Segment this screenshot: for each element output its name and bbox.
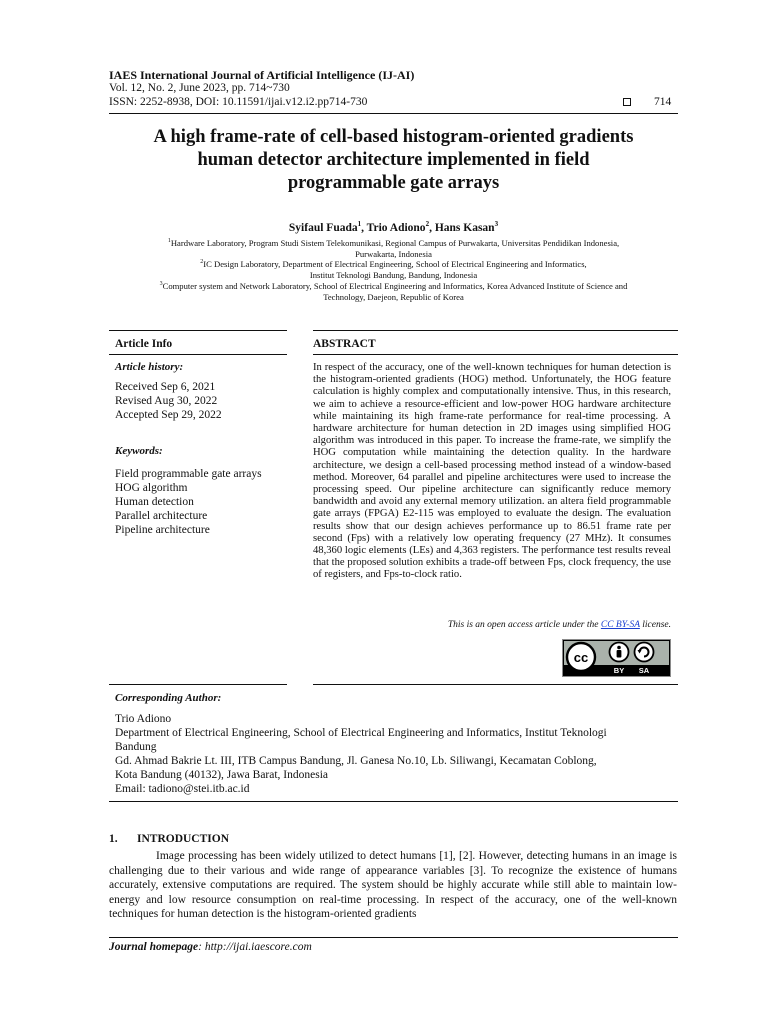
keyword: Parallel architecture <box>115 510 208 522</box>
affiliation-text: Technology, Daejeon, Republic of Korea <box>323 291 464 302</box>
paper-title <box>109 126 678 195</box>
corresponding-dept: Bandung <box>115 741 157 753</box>
abstract-body <box>313 362 671 582</box>
corresponding-address: Kota Bandung (40132), Jawa Barat, Indonesia <box>115 769 329 781</box>
cc-by-sa-link[interactable]: CC BY-SA <box>600 620 640 630</box>
author-name: Syifaul Fuada <box>288 221 358 234</box>
title-line: programmable gate arrays <box>287 173 500 193</box>
keyword: HOG algorithm <box>115 482 188 494</box>
cc-by-sa-badge[interactable] <box>562 639 671 677</box>
author-affil-sup: 1 <box>357 220 362 228</box>
introduction-heading <box>109 833 229 845</box>
by-person-icon <box>610 643 629 662</box>
author-affil-sup: 3 <box>494 220 499 228</box>
badge-sa-label: SA <box>638 666 650 675</box>
affiliation-text: Institut Teknologi Bandung, Bandung, Indonesia <box>309 269 478 280</box>
homepage-url[interactable]: http://ijai.iaescore.com <box>204 941 312 953</box>
journal-homepage <box>109 941 312 953</box>
author-sep: , <box>429 221 435 234</box>
sa-icon <box>635 643 654 662</box>
keyword: Field programmable gate arrays <box>115 468 262 480</box>
introduction-body <box>109 849 677 922</box>
section-title: INTRODUCTION <box>137 833 230 845</box>
header-rule <box>109 113 678 114</box>
abstract-rule <box>313 354 678 355</box>
article-info-top-rule <box>109 330 287 331</box>
affiliation-3: $^3$Computer system and Network Laboratory, School of Electrical Engineering and Informatics, Korea Advanced Institute of Science and Technology, Daejeon, Republic of Korea <box>109 279 678 303</box>
affiliation-1: $^1$Hardware Laboratory, Program Studi Sistem Telekomunikasi, Regional Campus of Purwakarta, Universitas Pendidikan Indonesia, Purwakarta, Indonesia <box>109 236 678 260</box>
author-list <box>109 220 678 234</box>
keyword: Human detection <box>115 496 194 508</box>
article-history <box>115 380 222 422</box>
article-info-heading: Article Info <box>115 338 173 350</box>
revised-date: Revised Aug 30, 2022 <box>115 395 218 407</box>
affiliation-text: Purwakarta, Indonesia <box>355 248 432 259</box>
footer-rule <box>109 937 678 938</box>
abstract-top-rule <box>313 330 678 331</box>
badge-by-label: BY <box>613 666 625 675</box>
corresponding-address: Gd. Ahmad Bakrie Lt. III, ITB Campus Bandung, Jl. Ganesa No.10, Lb. Siliwangi, Kecamatan Coblong, <box>115 755 597 767</box>
square-bullet-icon <box>623 98 631 106</box>
keyword: Pipeline architecture <box>115 524 210 536</box>
affiliation-text: Computer system and Network Laboratory, School of Electrical Engineering and Informatics, Korea Advanced Institute of Science and <box>162 280 628 291</box>
corresponding-email[interactable]: Email: tadiono@stei.itb.ac.id <box>115 783 250 795</box>
journal-name: IAES International Journal of Artificial Intelligence (IJ-AI) <box>109 68 415 82</box>
abstract-bottom-rule <box>313 684 678 685</box>
corresponding-heading: Corresponding Author: <box>115 692 222 704</box>
corresponding-dept: Department of Electrical Engineering, School of Electrical Engineering and Informatics, Institut Teknologi <box>115 727 607 739</box>
page-number: 714 <box>654 96 672 108</box>
author-sep: , <box>361 221 367 234</box>
author-name: Trio Adiono <box>366 221 426 234</box>
homepage-label: Journal homepage <box>109 941 199 953</box>
journal-volume: Vol. 12, No. 2, June 2023, pp. 714~730 <box>109 82 290 94</box>
article-history-label: Article history: <box>115 361 184 373</box>
corresponding-name: Trio Adiono <box>115 713 172 725</box>
keywords-label: Keywords: <box>115 445 163 457</box>
abstract-heading: ABSTRACT <box>313 338 376 350</box>
accepted-date: Accepted Sep 29, 2022 <box>115 409 222 421</box>
svg-text:cc: cc <box>573 650 589 665</box>
corresponding-bottom-rule <box>109 801 678 802</box>
abstract-text: In respect of the accuracy, one of the well-known techniques for human detection is the histogram-oriented gradients (HOG) method. Unfortunately, the HOG feature calculation is highly complex and computationally intensive. Thus, in this research, we aim to achieve a resource-efficient and low-power HOG hardware architecture while maintaining its high frame-rate performance for real-time processing. A hardware architecture for human detection in 2D images using simplified HOG algorithm was introduced in this paper. To increase the frame-rate, we simplify the HOG computation while maintaining the detection quality. In the hardware architecture, we design a cell-based processing method instead of a window-based method. Moreover, 64 parallel and pipeline architectures were used to increase the processing speed. Our pipeline architecture can significantly reduce memory bandwidth and avoid any external memory utilization. an altera field programmable gate arrays (FPGA) E2-115 was employed to evaluate the design. The evaluation results show that our design achieves performance up to 86.51 frame rate per second (Fps) with a relatively low operating frequency (27 MHz). It consumes 48,360 logic elements (LEs) and 4,363 registers. The performance test results reveal that the proposed solution exhibits a trade-off between Fps, clock frequency, the use of registers, and Fps-to-clock ratio. <box>313 362 671 581</box>
corresponding-details <box>115 712 675 796</box>
article-info-bottom-rule <box>109 684 287 685</box>
cc-icon <box>567 643 595 671</box>
received-date: Received Sep 6, 2021 <box>115 381 216 393</box>
license-prefix: This is an open access article under the <box>447 620 601 630</box>
introduction-text: Image processing has been widely utilized to detect humans [1], [2]. However, detecting humans in an image is challenging due to their various and wide range of appearance variables [3]. To recognize the existence of humans accurately, extensive computations are required. The system should be highly accurate while still able to maintain low-energy and low resource consumption on real-time processing. In respect of the accuracy, one of the well-known techniques for human detection is the histogram-oriented gradients <box>109 850 677 921</box>
homepage-sep: : <box>198 941 205 953</box>
keywords-list <box>115 467 262 537</box>
license-notice <box>313 620 671 630</box>
author-name: Hans Kasan <box>434 221 495 234</box>
author-affil-sup: 2 <box>425 220 430 228</box>
title-line: A high frame-rate of cell-based histogram-oriented gradients <box>153 127 634 147</box>
article-info-rule <box>109 354 287 355</box>
affiliation-2: $^2$IC Design Laboratory, Department of Electrical Engineering, School of Electrical Engineering and Informatics, Institut Teknologi Bandung, Bandung, Indonesia <box>109 257 678 281</box>
affiliation-text: Hardware Laboratory, Program Studi Sistem Telekomunikasi, Regional Campus of Purwakarta, Universitas Pendidikan Indonesia, <box>170 237 620 248</box>
title-line: human detector architecture implemented in field <box>197 150 590 170</box>
journal-issn-doi: ISSN: 2252-8938, DOI: 10.11591/ijai.v12.i2.pp714-730 <box>109 96 368 108</box>
section-number: 1. <box>109 833 118 845</box>
license-suffix: license. <box>639 620 671 630</box>
affiliation-text: IC Design Laboratory, Department of Electrical Engineering, School of Electrical Engineering and Informatics, <box>203 258 587 269</box>
cc-badge-graphic <box>563 640 670 676</box>
